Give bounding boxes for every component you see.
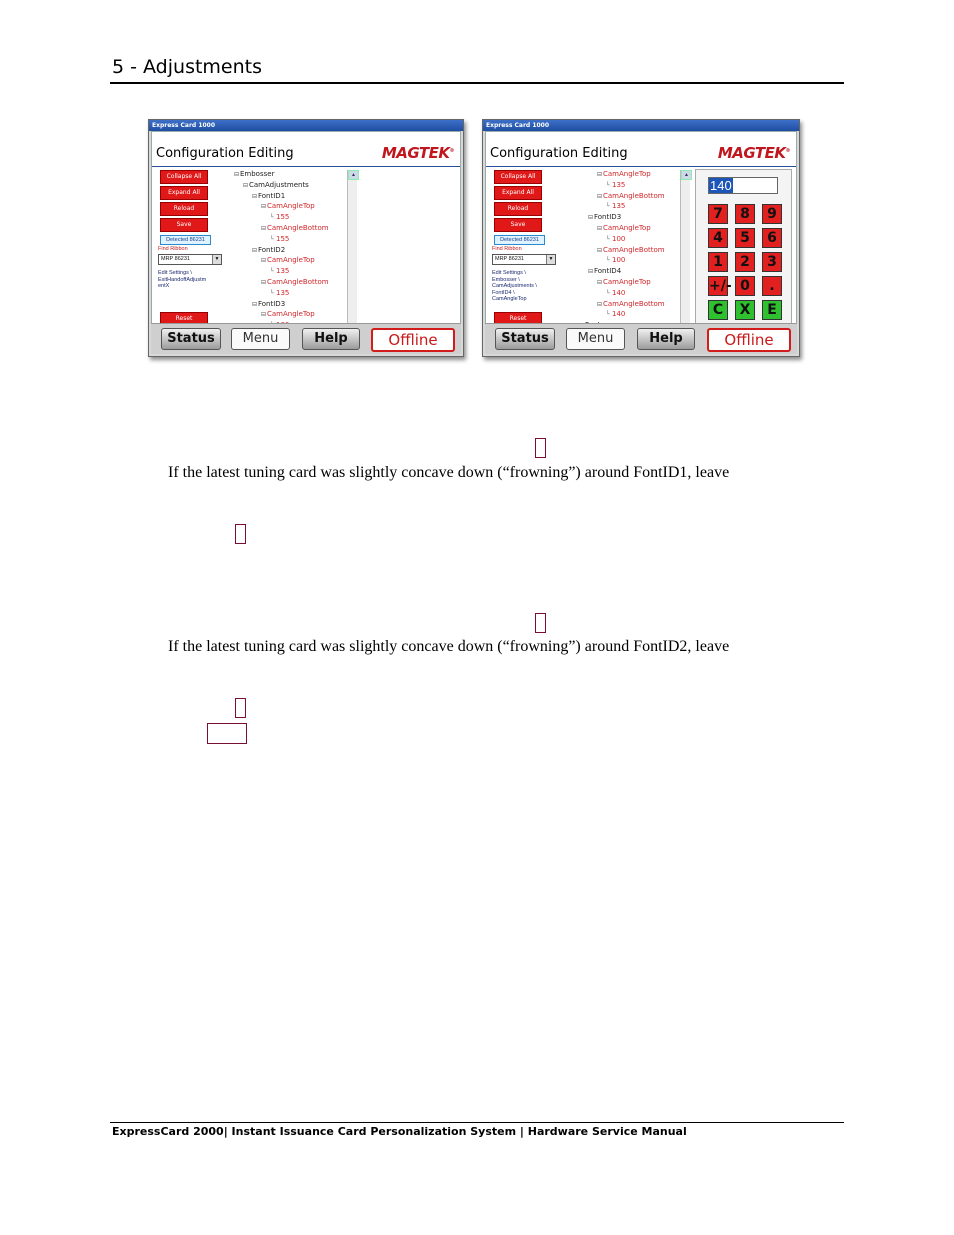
chevron-down-icon: ▼	[546, 255, 555, 264]
tree-node-label: FontID1	[258, 191, 286, 200]
detected-badge: Detected 86231	[494, 235, 545, 245]
tree-node[interactable]	[597, 224, 651, 232]
tree-node-label: CamAngleTop	[267, 202, 315, 211]
tree-toggle-icon: ⊟	[252, 192, 258, 200]
reload-button[interactable]: Reload	[160, 202, 208, 216]
tree-branch-icon: └	[606, 311, 610, 319]
find-ribbon-label: Find Ribbon	[158, 246, 188, 252]
collapse-all-button[interactable]: Collapse All	[160, 170, 208, 184]
tree-node-label: CamAngleTop	[603, 170, 651, 178]
tree-node[interactable]	[261, 278, 329, 286]
marker-box-wide	[207, 723, 247, 744]
tab-status[interactable]: Status	[495, 328, 555, 350]
tree-toggle-icon: ⊟	[597, 192, 603, 200]
window-title: Express Card 1000	[149, 120, 463, 131]
tree-node-label: 155	[276, 213, 290, 222]
tree-node[interactable]	[252, 300, 285, 308]
tree-toggle-icon: ⊟	[261, 279, 267, 286]
tree-node-label: FontID4	[594, 267, 622, 276]
tree-toggle-icon: ⊟	[234, 171, 240, 178]
tree-toggle-icon: ⊟	[597, 225, 603, 232]
paragraph-fontid1: If the latest tuning card was slightly concave down (“frowning”) around FontID1, leave	[168, 464, 730, 481]
ribbon-select[interactable]: MRP 86231 ▼	[158, 254, 222, 265]
expand-all-button[interactable]: Expand All	[494, 186, 542, 200]
tree-branch-icon: └	[270, 235, 274, 243]
tree-node-label: CamAngleBottom	[603, 245, 665, 254]
tree-node-label: CamAngleBottom	[267, 278, 329, 286]
tree-toggle-icon: ⊟	[597, 300, 603, 308]
app-body	[151, 131, 461, 348]
tree-node[interactable]	[252, 246, 285, 254]
config-editing-screenshot-2	[482, 119, 800, 357]
tree-node-label: 135	[276, 267, 290, 276]
tree-toggle-icon: ⊟	[597, 246, 603, 254]
keypad-key[interactable]: 7	[708, 204, 728, 224]
ribbon-select[interactable]: MRP 86231 ▼	[492, 254, 556, 265]
brand-logo: MAGTEK®	[717, 144, 790, 162]
marker-box	[235, 524, 246, 544]
tree-node[interactable]	[252, 192, 285, 200]
section-title: 5 - Adjustments	[112, 56, 263, 78]
footer-rule	[110, 1122, 844, 1123]
scroll-up-icon[interactable]: ▲	[348, 170, 359, 180]
tree-branch-icon: └	[606, 181, 610, 189]
tree-node[interactable]	[606, 202, 625, 210]
keypad-key[interactable]: .	[762, 276, 782, 296]
tree-node[interactable]	[597, 246, 665, 254]
scroll-up-icon[interactable]: ▲	[681, 170, 692, 180]
tab-offline[interactable]: Offline	[707, 328, 791, 352]
tree-node-label: 135	[612, 180, 626, 189]
tree-node[interactable]	[588, 267, 621, 275]
numeric-keypad	[695, 169, 792, 337]
tree-node-label: 100	[612, 256, 626, 265]
tree-node[interactable]	[597, 278, 651, 286]
find-ribbon-label: Find Ribbon	[492, 246, 522, 252]
expand-all-button[interactable]: Expand All	[160, 186, 208, 200]
tree-node-label: Embosser	[240, 170, 275, 178]
tree-branch-icon: └	[270, 289, 274, 297]
keypad-key[interactable]: 6	[762, 228, 782, 248]
tree-node[interactable]	[261, 256, 315, 264]
chevron-down-icon: ▼	[212, 255, 221, 264]
app-body	[485, 131, 797, 348]
reload-button[interactable]: Reload	[494, 202, 542, 216]
marker-box	[535, 438, 546, 458]
brand-logo: MAGTEK®	[381, 144, 454, 162]
tree-toggle-icon: ⊟	[588, 214, 594, 222]
footer-text: ExpressCard 2000| Instant Issuance Card Personalization System | Hardware Service Manual	[112, 1125, 687, 1138]
tree-node-label: 155	[276, 234, 290, 243]
tree-node[interactable]	[270, 235, 289, 243]
tree-node-label: 140	[612, 288, 626, 297]
tree-toggle-icon: ⊟	[252, 246, 258, 254]
keypad-key[interactable]: C	[708, 300, 728, 320]
tree-node-label: CamAngleBottom	[603, 191, 665, 200]
reset-button[interactable]: Reset	[160, 312, 208, 326]
keypad-key[interactable]: 2	[735, 252, 755, 272]
tree-node[interactable]	[270, 267, 289, 275]
tree-toggle-icon: ⊟	[597, 279, 603, 286]
tree-toggle-icon: ⊟	[243, 181, 249, 189]
tree-node-label: FontID3	[258, 299, 286, 308]
value-input[interactable]: 140	[708, 177, 778, 194]
keypad-key[interactable]: 4	[708, 228, 728, 248]
keypad-key[interactable]: 8	[735, 204, 755, 224]
tree-node[interactable]	[261, 202, 315, 210]
tree-toggle-icon: ⊟	[261, 257, 267, 265]
tree-branch-icon: └	[606, 257, 610, 265]
tree-branch-icon: └	[606, 289, 610, 297]
detected-badge: Detected 86231	[160, 235, 211, 245]
tree-node[interactable]	[597, 170, 651, 178]
keypad-key[interactable]: E	[762, 300, 782, 320]
keypad-key[interactable]: X	[735, 300, 755, 320]
keypad-key[interactable]: 3	[762, 252, 782, 272]
marker-box	[235, 698, 246, 718]
tree-toggle-icon: ⊟	[261, 225, 267, 232]
tree-toggle-icon: ⊟	[261, 311, 267, 319]
tree-node[interactable]	[243, 181, 309, 189]
window-title: Express Card 1000	[483, 120, 799, 131]
tab-menu[interactable]: Menu	[566, 328, 625, 350]
tab-help[interactable]: Help	[637, 328, 695, 350]
paragraph-fontid2: If the latest tuning card was slightly concave down (“frowning”) around FontID2, leave	[168, 638, 730, 655]
tree-node-label: CamAdjustments	[249, 180, 309, 189]
tree-toggle-icon: ⊟	[252, 300, 258, 308]
tree-node-label: 135	[612, 202, 626, 211]
collapse-all-button[interactable]: Collapse All	[494, 170, 542, 184]
tree-node-label: CamAngleTop	[603, 278, 651, 286]
keypad-key[interactable]: 1	[708, 252, 728, 272]
tab-help[interactable]: Help	[302, 328, 360, 350]
edit-path: Edit Settings \ ExitHandoffAdjustm entX	[158, 270, 207, 289]
settings-tree[interactable]	[570, 170, 686, 333]
settings-tree[interactable]	[234, 170, 344, 333]
tree-scrollbar[interactable]	[347, 170, 357, 333]
tree-node[interactable]	[606, 256, 625, 264]
tree-node-label: CamAngleTop	[267, 256, 315, 265]
tree-node[interactable]	[606, 235, 625, 243]
header-rule	[110, 82, 844, 84]
keypad-key[interactable]: 0	[735, 276, 755, 296]
tree-branch-icon: └	[606, 203, 610, 211]
reset-button[interactable]: Reset	[494, 312, 542, 326]
tree-node[interactable]	[270, 289, 289, 297]
tree-node[interactable]	[588, 213, 621, 221]
tree-node-label: 100	[612, 234, 626, 243]
tab-status[interactable]: Status	[161, 328, 221, 350]
tree-node-label: CamAngleTop	[603, 224, 651, 232]
keypad-key[interactable]: 9	[762, 204, 782, 224]
screen-caption: Configuration Editing	[490, 146, 628, 161]
tree-toggle-icon: ⊟	[597, 171, 603, 178]
tree-node[interactable]	[261, 310, 315, 318]
tree-node[interactable]	[270, 213, 289, 221]
tab-menu[interactable]: Menu	[231, 328, 290, 350]
tree-node-label: CamAngleBottom	[603, 299, 665, 308]
tab-offline[interactable]: Offline	[371, 328, 455, 352]
tree-node-label: FontID2	[258, 245, 286, 254]
tree-node[interactable]	[234, 170, 274, 178]
tree-node[interactable]	[606, 310, 625, 318]
tree-branch-icon: └	[270, 268, 274, 276]
tree-node-label: 135	[276, 288, 290, 297]
tree-scrollbar[interactable]	[680, 170, 690, 333]
tree-node[interactable]	[606, 289, 625, 297]
bottom-tabbar	[151, 323, 461, 354]
tree-node-label: FontID3	[594, 213, 622, 222]
tree-node[interactable]	[597, 300, 665, 308]
tree-node[interactable]	[261, 224, 329, 232]
keypad-key[interactable]: +/-	[709, 278, 732, 294]
save-button[interactable]: Save	[160, 218, 208, 232]
bottom-tabbar	[485, 323, 797, 354]
tree-node-label: CamAngleBottom	[267, 224, 329, 232]
keypad-key[interactable]: 5	[735, 228, 755, 248]
edit-path: Edit Settings \ Embosser \ CamAdjustments \ FontID4 \ CamAngleTop	[492, 270, 537, 302]
tree-branch-icon: └	[606, 235, 610, 243]
screen-caption: Configuration Editing	[156, 146, 294, 161]
tree-node[interactable]	[606, 181, 625, 189]
tree-node-label: 140	[612, 310, 626, 319]
tree-node-label: CamAngleTop	[267, 310, 315, 319]
tree-toggle-icon: ⊟	[588, 268, 594, 276]
tree-branch-icon: └	[270, 214, 274, 222]
tree-toggle-icon: ⊟	[261, 203, 267, 211]
config-editing-screenshot-1	[148, 119, 464, 357]
marker-box	[535, 613, 546, 633]
tree-node[interactable]	[597, 192, 665, 200]
save-button[interactable]: Save	[494, 218, 542, 232]
